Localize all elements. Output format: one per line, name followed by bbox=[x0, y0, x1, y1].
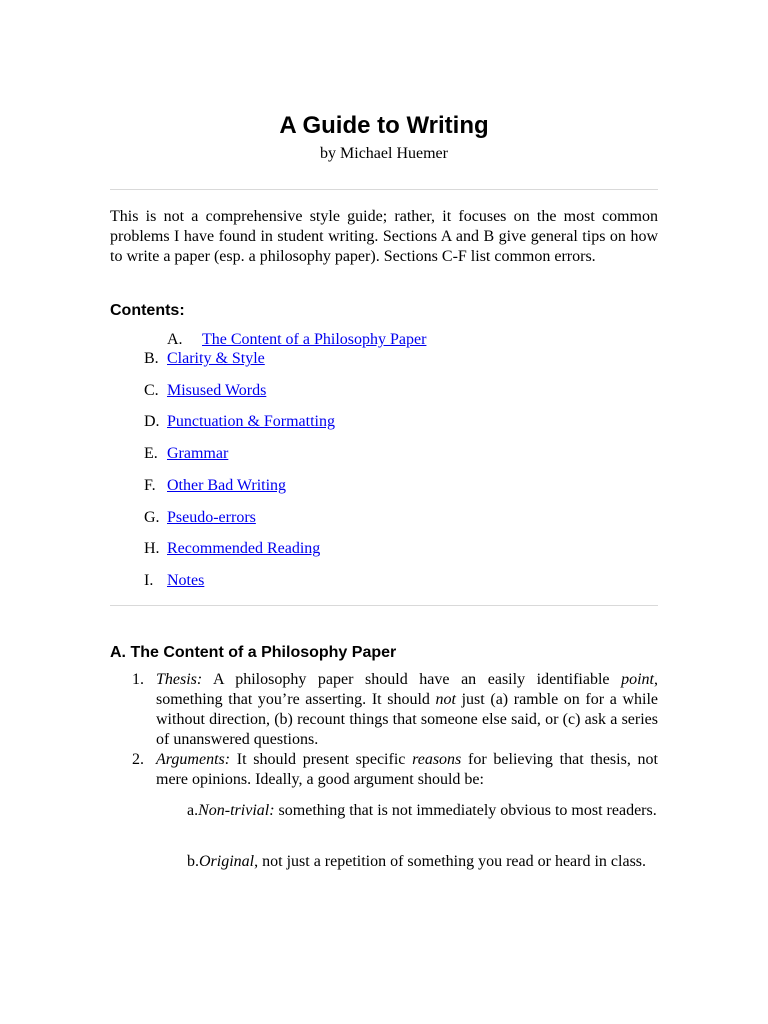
item-text: A philosophy paper should have an easily identifiable bbox=[202, 671, 622, 688]
toc-letter: I. bbox=[144, 572, 154, 589]
toc-link-pseudo-errors[interactable]: Pseudo-errors bbox=[167, 509, 256, 526]
toc-letter: H. bbox=[144, 540, 160, 557]
sub-item-non-trivial bbox=[187, 801, 658, 821]
toc-link-recommended-reading[interactable]: Recommended Reading bbox=[167, 540, 321, 557]
toc-letter: A. bbox=[167, 331, 183, 348]
term-non-trivial: Non-trivial: bbox=[198, 802, 275, 819]
item-text: , not just a repetition of something you read or heard in class. bbox=[254, 853, 647, 870]
item-text: for believing that thesis, not mere opinions. Ideally, a good argument should be: bbox=[156, 751, 658, 788]
item-text: something that is not immediately obvious to most readers. bbox=[274, 802, 657, 819]
toc-link-content[interactable]: The Content of a Philosophy Paper bbox=[202, 331, 427, 348]
sub-item-letter: b. bbox=[187, 853, 199, 870]
divider-top bbox=[110, 189, 658, 190]
item-text: just (a) ramble on for a while without direction, (b) recount things that someone else said, or (c) ask a series of unanswered questions. bbox=[156, 691, 659, 748]
emphasis: not bbox=[435, 691, 456, 708]
divider-bottom bbox=[110, 605, 658, 606]
sub-item-original bbox=[187, 852, 658, 872]
toc-link-punctuation[interactable]: Punctuation & Formatting bbox=[167, 413, 335, 430]
toc-link-misused-words[interactable]: Misused Words bbox=[167, 382, 267, 399]
term-original: Original bbox=[199, 853, 255, 870]
list-item-arguments bbox=[156, 750, 658, 790]
list-number: 1. bbox=[132, 671, 144, 688]
toc-letter: C. bbox=[144, 382, 159, 399]
toc-letter: E. bbox=[144, 445, 158, 462]
emphasis: point bbox=[621, 671, 654, 688]
emphasis: reasons bbox=[412, 751, 462, 768]
page-title: A Guide to Writing bbox=[279, 112, 489, 139]
term-thesis: Thesis: bbox=[156, 671, 203, 688]
item-text: It should present specific bbox=[230, 751, 413, 768]
sub-item-letter: a. bbox=[187, 802, 199, 819]
toc-letter: F. bbox=[144, 477, 156, 494]
toc-link-notes[interactable]: Notes bbox=[167, 572, 205, 589]
list-number: 2. bbox=[132, 751, 144, 768]
toc-letter: G. bbox=[144, 509, 160, 526]
intro-paragraph: This is not a comprehensive style guide; rather, it focuses on the most common problems I have found in student writing. Sections A and B give general tips on how to write a paper (esp. a philosophy paper). Sections C-F list common errors. bbox=[110, 208, 658, 265]
toc-letter: D. bbox=[144, 413, 160, 430]
item-text: , something that you’re asserting. It should bbox=[156, 671, 658, 708]
toc-link-other-bad-writing[interactable]: Other Bad Writing bbox=[167, 477, 287, 494]
toc-letter: B. bbox=[144, 350, 159, 367]
author-byline: by Michael Huemer bbox=[320, 145, 448, 162]
toc-link-clarity[interactable]: Clarity & Style bbox=[167, 350, 265, 367]
list-item-thesis bbox=[156, 670, 658, 750]
contents-heading: Contents: bbox=[110, 302, 185, 319]
section-a-heading: A. The Content of a Philosophy Paper bbox=[110, 644, 397, 661]
toc-link-grammar[interactable]: Grammar bbox=[167, 445, 229, 462]
term-arguments: Arguments: bbox=[156, 751, 231, 768]
